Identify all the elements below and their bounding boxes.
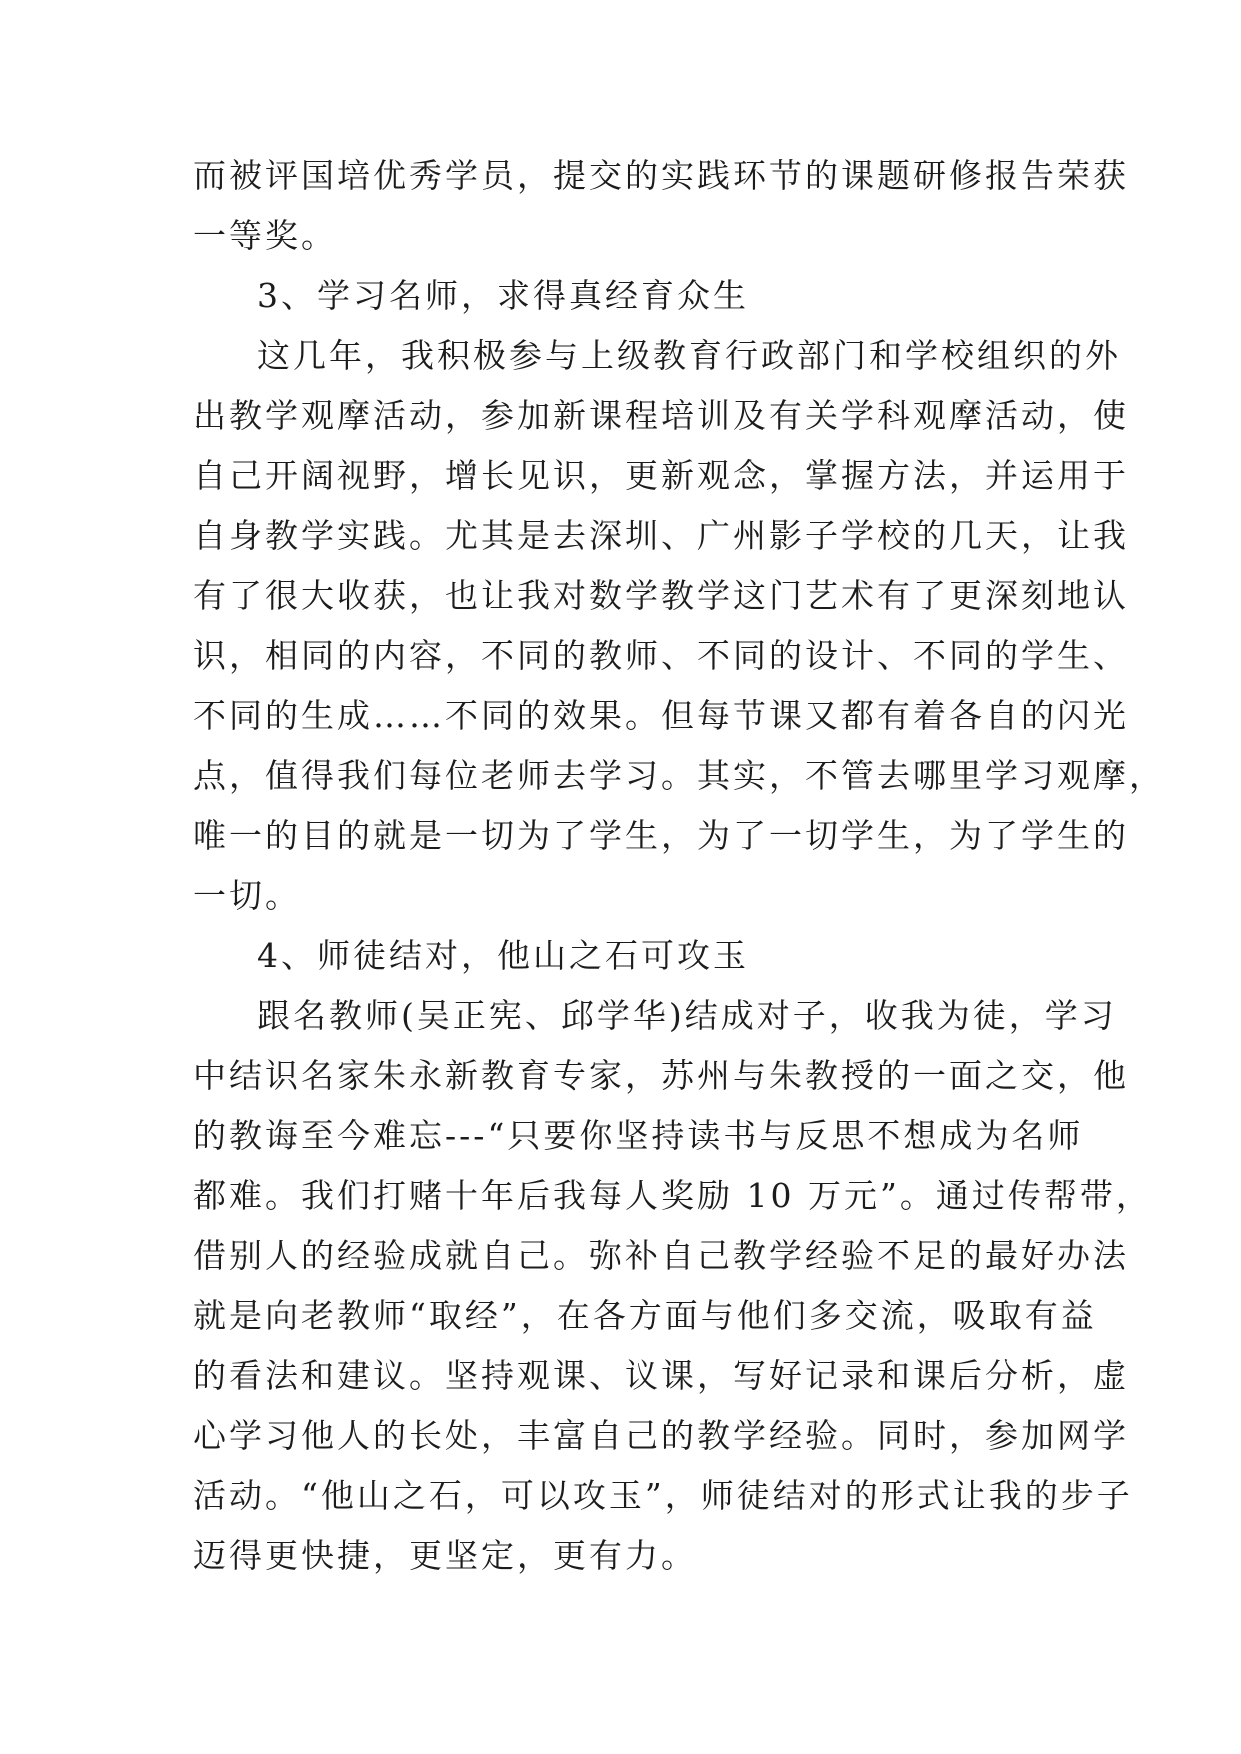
text-line: 都难。我们打赌十年后我每人奖励 10 万元”。通过传帮带， xyxy=(193,1176,1152,1215)
text-line: 一等奖。 xyxy=(193,216,337,255)
section-heading: 4、师徒结对，他山之石可攻玉 xyxy=(257,936,749,975)
section-heading: 3、学习名师，求得真经育众生 xyxy=(257,276,749,315)
text-line: 的看法和建议。坚持观课、议课，写好记录和课后分析，虚 xyxy=(193,1356,1129,1395)
text-line: 这几年，我积极参与上级教育行政部门和学校组织的外 xyxy=(257,336,1121,375)
text-line: 而被评国培优秀学员，提交的实践环节的课题研修报告荣获 xyxy=(193,156,1129,195)
text-line: 一切。 xyxy=(193,876,301,915)
text-line: 活动。“他山之石，可以攻玉”，师徒结对的形式让我的步子 xyxy=(193,1476,1133,1515)
text-line: 自身教学实践。尤其是去深圳、广州影子学校的几天，让我 xyxy=(193,516,1129,555)
text-line: 点，值得我们每位老师去学习。其实，不管去哪里学习观摩， xyxy=(193,756,1165,795)
text-line: 识，相同的内容，不同的教师、不同的设计、不同的学生、 xyxy=(193,636,1129,675)
text-line: 出教学观摩活动，参加新课程培训及有关学科观摩活动，使 xyxy=(193,396,1129,435)
text-line: 中结识名家朱永新教育专家，苏州与朱教授的一面之交，他 xyxy=(193,1056,1129,1095)
body-text xyxy=(193,146,1165,1586)
text-line: 唯一的目的就是一切为了学生，为了一切学生，为了学生的 xyxy=(193,816,1129,855)
text-line: 的教诲至今难忘---“只要你坚持读书与反思不想成为名师 xyxy=(193,1116,1084,1155)
text-line: 自己开阔视野，增长见识，更新观念，掌握方法，并运用于 xyxy=(193,456,1129,495)
text-line: 有了很大收获，也让我对数学教学这门艺术有了更深刻地认 xyxy=(193,576,1129,615)
text-line: 迈得更快捷，更坚定，更有力。 xyxy=(193,1536,697,1575)
text-line: 借别人的经验成就自己。弥补自己教学经验不足的最好办法 xyxy=(193,1236,1129,1275)
text-line: 就是向老教师“取经”，在各方面与他们多交流，吸取有益 xyxy=(193,1296,1097,1335)
text-line: 不同的生成……不同的效果。但每节课又都有着各自的闪光 xyxy=(193,696,1129,735)
text-line: 心学习他人的长处，丰富自己的教学经验。同时，参加网学 xyxy=(193,1416,1129,1455)
text-line: 跟名教师(吴正宪、邱学华)结成对子，收我为徒，学习 xyxy=(257,996,1117,1035)
